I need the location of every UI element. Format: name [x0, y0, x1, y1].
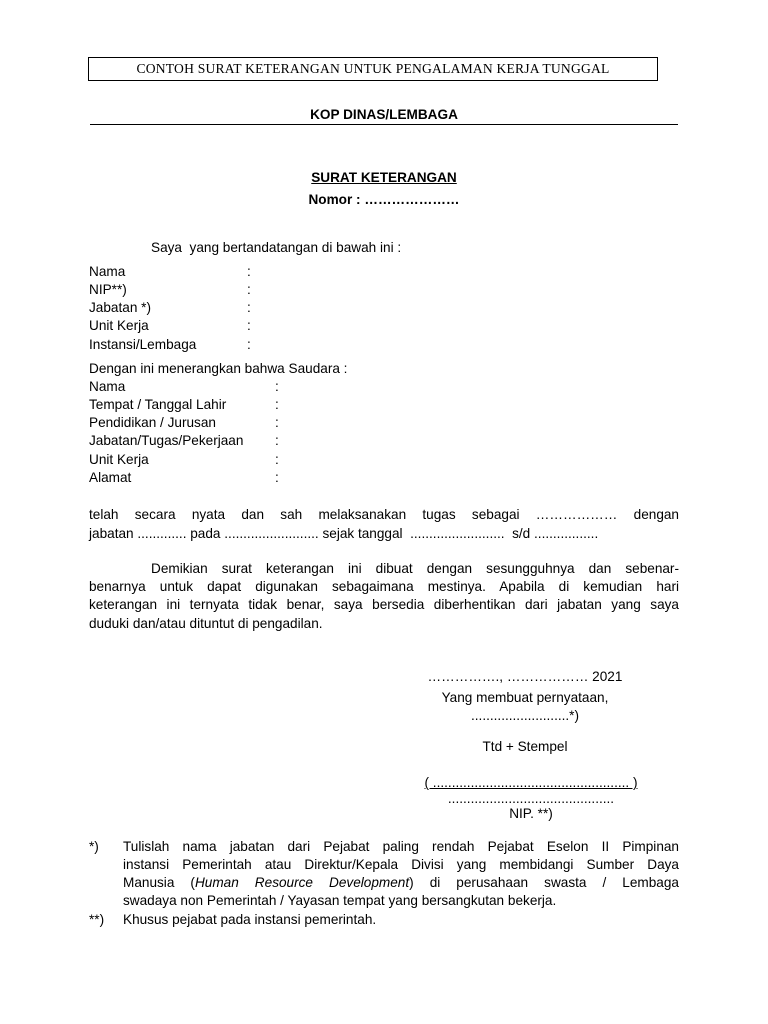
signer-field-nip: NIP**) : — [89, 282, 251, 297]
letter-title: SURAT KETERANGAN — [311, 170, 457, 185]
subject-field-pendidikan: Pendidikan / Jurusan : — [89, 415, 279, 430]
closing-line: Demikian surat keterangan ini dibuat dengan sesungguhnya dan sebenar- — [151, 561, 679, 576]
footnote-line: swadaya non Pemerintah / Yayasan tempat yang bersangkutan bekerja. — [123, 893, 557, 908]
subject-field-unit-kerja: Unit Kerja : — [89, 452, 279, 467]
signature-position: ..........................*) — [470, 708, 579, 723]
subject-field-nama: Nama : — [89, 379, 279, 394]
place-date: ……………., ……………… 2021 — [427, 669, 623, 684]
statement-line: jabatan ............. pada ......................... sejak tanggal ......................... s/d ................. — [89, 526, 599, 541]
signature-maker: Yang membuat pernyataan, — [441, 690, 609, 705]
closing-line: keterangan ini ternyata tidak benar, saya bersedia diberhentikan dari jabatan yang saya — [89, 597, 679, 612]
closing-line: benarnya untuk dapat digunakan sebagaimana mestinya. Apabila di kemudian hari — [89, 579, 679, 594]
kop-dinas-heading: KOP DINAS/LEMBAGA — [310, 107, 458, 122]
example-title-box — [88, 57, 658, 81]
footnote-line: Tulislah nama jabatan dari Pejabat paling rendah Pejabat Eselon II Pimpinan — [123, 839, 679, 854]
example-title: CONTOH SURAT KETERANGAN UNTUK PENGALAMAN KERJA TUNGGAL — [136, 61, 610, 76]
intro-paragraph: Saya yang bertandatangan di bawah ini : — [151, 240, 402, 255]
signature-ttd: Ttd + Stempel — [482, 739, 568, 754]
footnote-line: instansi Pemerintah atau Direktur/Kepala Divisi yang membidangi Sumber Daya — [123, 857, 679, 872]
closing-line: duduki dan/atau dituntut di pengadilan. — [89, 616, 323, 631]
signer-field-unit-kerja: Unit Kerja : — [89, 318, 251, 333]
subject-field-alamat: Alamat : — [89, 470, 279, 485]
signer-field-nama: Nama : — [89, 264, 251, 279]
signer-field-jabatan: Jabatan *) : — [89, 300, 251, 315]
kop-divider — [90, 124, 678, 125]
footnote-mark: **) — [89, 912, 105, 927]
signer-field-instansi: Instansi/Lembaga : — [89, 337, 251, 352]
statement-line: telah secara nyata dan sah melaksanakan tugas sebagai ……………… dengan — [89, 507, 679, 522]
subject-field-jabatan: Jabatan/Tugas/Pekerjaan : — [89, 433, 279, 448]
footnote-mark: *) — [89, 839, 99, 854]
subject-field-ttl: Tempat / Tanggal Lahir : — [89, 397, 279, 412]
signature-nip: NIP. **) — [509, 806, 553, 821]
letter-number: Nomor : ………………… — [308, 192, 460, 207]
footnote-line: Khusus pejabat pada instansi pemerintah. — [123, 912, 377, 927]
signature-name-line: ( .................................................... ) — [424, 775, 638, 790]
footnote-italic-term: Human Resource Development — [194, 875, 410, 890]
footnote-line: Manusia (Human Resource Development) di perusahaan swasta / Lembaga — [123, 875, 679, 890]
subject-intro: Dengan ini menerangkan bahwa Saudara : — [89, 361, 348, 376]
signature-nip-dots: ............................................ — [447, 791, 615, 806]
